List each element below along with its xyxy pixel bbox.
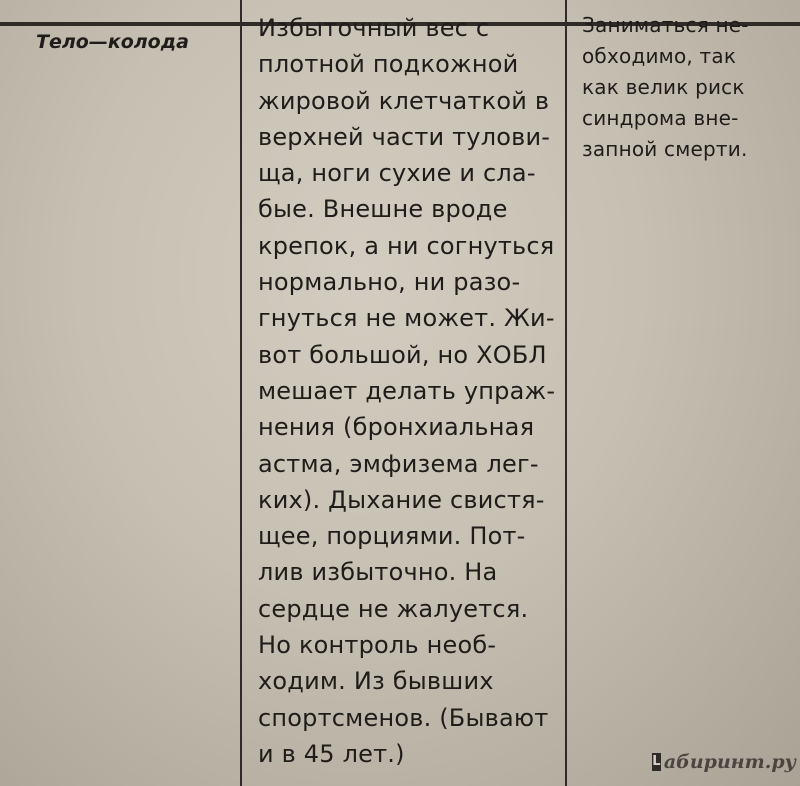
description-line: крепок, а ни согнуться — [258, 231, 555, 260]
note-line: обходимо, так — [582, 44, 737, 68]
description-cell — [258, 10, 558, 772]
note-line: запной смерти. — [582, 137, 748, 161]
description-line: вот большой, но ХОБЛ — [258, 340, 547, 369]
row-label-cell — [36, 30, 236, 54]
description-line: нения (бронхиальная — [258, 413, 535, 442]
note-line: синдрома вне- — [582, 106, 739, 130]
note-line: Заниматься не- — [582, 13, 749, 37]
watermark-text: абиринт.ру — [663, 751, 796, 773]
description-line: спортсменов. (Бывают — [258, 703, 549, 732]
labirint-logo-icon: L — [652, 754, 661, 769]
description-line: Избыточный вес с — [258, 14, 490, 42]
description-line: лив избыточно. На — [258, 558, 498, 587]
description-line: жировой клетчаткой в — [258, 86, 550, 115]
description-line: плотной подкожной — [258, 50, 519, 79]
description-line: и в 45 лет.) — [258, 739, 405, 768]
labirint-watermark — [652, 750, 796, 774]
note-line: как велик риск — [582, 75, 745, 99]
description-line: щее, порциями. Пот- — [258, 522, 526, 551]
note-cell — [582, 10, 782, 165]
description-line: бые. Внешне вроде — [258, 195, 508, 224]
description-line: ких). Дыхание свистя- — [258, 485, 545, 514]
description-line: нормально, ни разо- — [258, 268, 521, 297]
description-line: астма, эмфизема лег- — [258, 449, 539, 478]
description-line: ходим. Из бывших — [258, 667, 494, 696]
description-line: гнуться не может. Жи- — [258, 304, 555, 333]
column-divider-1 — [240, 0, 242, 786]
description-line: ща, ноги сухие и сла- — [258, 159, 536, 188]
column-divider-2 — [565, 0, 567, 786]
description-line: мешает делать упраж- — [258, 376, 556, 405]
description-line: Но контроль необ- — [258, 631, 497, 660]
description-line: сердце не жалуется. — [258, 594, 529, 623]
description-line: верхней части тулови- — [258, 122, 551, 151]
row-label: Тело—колода — [36, 31, 189, 53]
